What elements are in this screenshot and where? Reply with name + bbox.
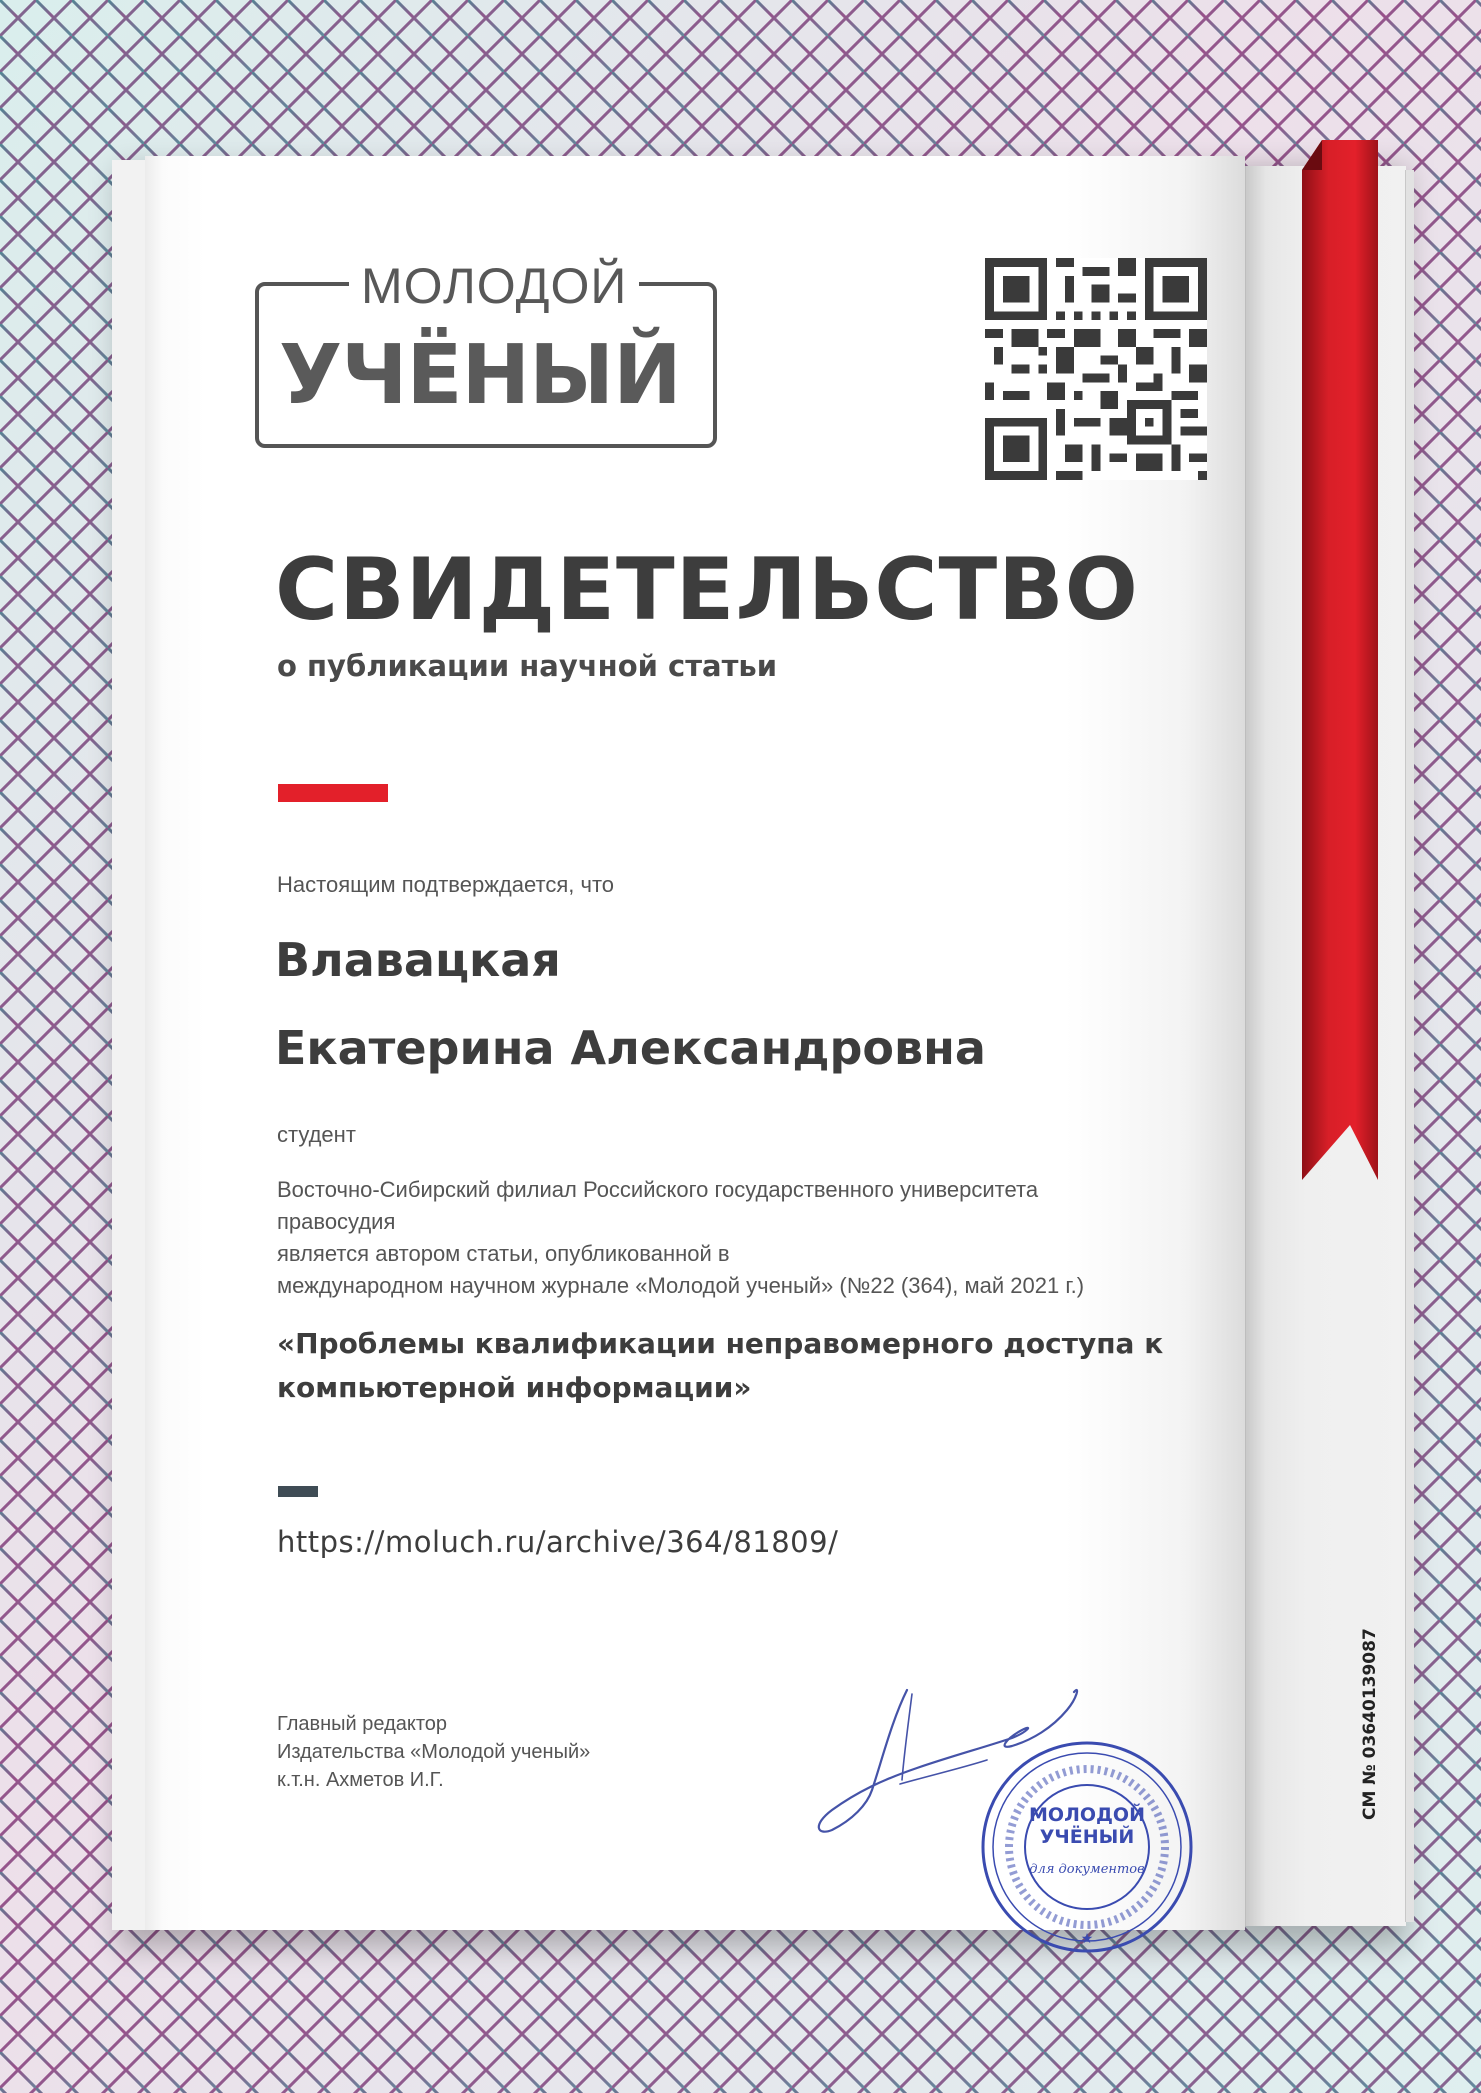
- article-title: [277, 1322, 1177, 1410]
- red-divider: [278, 784, 388, 802]
- article-title-line: компьютерной информации»: [277, 1371, 752, 1404]
- stamp-line: УЧЁНЫЙ: [1039, 1826, 1135, 1848]
- recipient-surname: Влавацкая: [275, 933, 561, 987]
- logo-main-text: УЧЁНЫЙ: [279, 328, 681, 423]
- qr-code: [985, 258, 1207, 480]
- body-line: является автором статьи, опубликованной в: [277, 1241, 730, 1266]
- registration-number: СМ № 03640139087: [1360, 1628, 1380, 1820]
- body-line: правосудия: [277, 1209, 396, 1234]
- recipient-role: студент: [277, 1122, 356, 1147]
- body-line: Восточно-Сибирский филиал Российского государственного университета: [277, 1177, 1039, 1202]
- publication-details: [277, 1174, 1227, 1302]
- editor-block: [277, 1710, 590, 1794]
- article-title-line: «Проблемы квалификации неправомерного доступа к: [277, 1327, 1164, 1360]
- ribbon-bookmark: [1302, 140, 1378, 1180]
- editor-line: Главный редактор: [277, 1713, 448, 1735]
- confirmation-text: Настоящим подтверждается, что: [277, 872, 615, 897]
- body-line: международном научном журнале «Молодой ученый» (№22 (364), май 2021 г.): [277, 1273, 1085, 1298]
- article-link[interactable]: https://moluch.ru/archive/364/81809/: [277, 1525, 839, 1559]
- stamp-line: МОЛОДОЙ: [1029, 1804, 1145, 1826]
- stamp-caption: для документов: [1029, 1862, 1145, 1877]
- right-page-stack: [1405, 170, 1414, 1922]
- certificate-subtitle: о публикации научной статьи: [277, 649, 778, 683]
- recipient-given-names: Екатерина Александровна: [275, 1021, 986, 1075]
- svg-text:★: ★: [1080, 1931, 1094, 1947]
- logo: [255, 258, 717, 448]
- dark-divider: [278, 1486, 318, 1497]
- certificate-title: СВИДЕТЕЛЬСТВО: [275, 540, 1139, 640]
- editor-line: к.т.н. Ахметов И.Г.: [277, 1769, 444, 1791]
- stamp-logo-text: [1022, 1804, 1152, 1848]
- editor-line: Издательства «Молодой ученый»: [277, 1741, 591, 1763]
- logo-top-text: МОЛОДОЙ: [349, 256, 639, 316]
